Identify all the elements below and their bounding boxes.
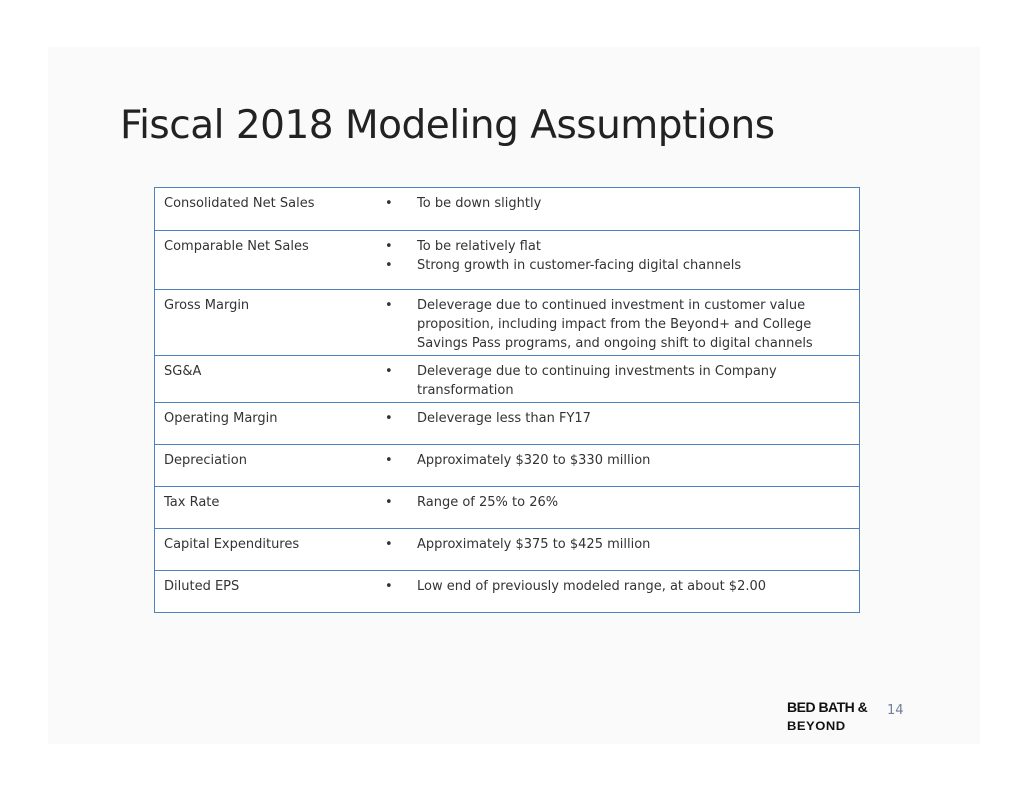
row-label: Diluted EPS: [164, 579, 240, 594]
bullet-item: [385, 535, 855, 554]
bullet-item: [385, 577, 855, 596]
bullet-item: [385, 256, 855, 275]
bullet-text: Approximately $320 to $330 million: [417, 453, 651, 468]
table-row: [155, 570, 859, 612]
bullet-glyph: •: [385, 537, 393, 552]
bullet-glyph: •: [385, 364, 393, 379]
table-row: [155, 528, 859, 570]
bullet-text: Range of 25% to 26%: [417, 495, 559, 510]
bullet-item: [385, 362, 855, 400]
bullet-text: Low end of previously modeled range, at about $2.00: [417, 579, 767, 594]
row-label: Consolidated Net Sales: [164, 196, 315, 211]
row-bullets: [385, 451, 855, 470]
bullet-glyph: •: [385, 495, 393, 510]
row-bullets: [385, 409, 855, 428]
bullet-glyph: •: [385, 411, 393, 426]
page-number: 14: [887, 703, 904, 718]
bullet-item: [385, 296, 855, 353]
bullet-text: Deleverage less than FY17: [417, 411, 591, 426]
row-bullets: [385, 535, 855, 554]
row-label: SG&A: [164, 364, 202, 379]
bullet-item: [385, 451, 855, 470]
row-bullets: [385, 237, 855, 275]
bullet-text: Deleverage due to continuing investments in Company transformation: [417, 364, 777, 398]
bullet-item: [385, 493, 855, 512]
bullet-text: Approximately $375 to $425 million: [417, 537, 651, 552]
row-bullets: [385, 296, 855, 353]
table-row: [155, 402, 859, 444]
row-label: Operating Margin: [164, 411, 278, 426]
table-row: [155, 486, 859, 528]
bullet-glyph: •: [385, 239, 393, 254]
row-label: Depreciation: [164, 453, 247, 468]
row-bullets: [385, 194, 855, 213]
table-row: [155, 230, 859, 289]
bullet-text: Deleverage due to continued investment in customer value proposition, including impact from the Beyond+ and College Savings Pass programs, and ongoing shift to digital channels: [417, 298, 813, 351]
company-logo: [787, 699, 877, 733]
bullet-item: [385, 194, 855, 213]
table-row: [155, 187, 859, 230]
row-label: Capital Expenditures: [164, 537, 300, 552]
bullet-item: [385, 237, 855, 256]
bullet-glyph: •: [385, 196, 393, 211]
row-bullets: [385, 493, 855, 512]
bullet-item: [385, 409, 855, 428]
bullet-glyph: •: [385, 298, 393, 313]
bullet-glyph: •: [385, 258, 393, 273]
bullet-glyph: •: [385, 453, 393, 468]
row-bullets: [385, 362, 855, 400]
row-bullets: [385, 577, 855, 596]
bullet-text: To be relatively flat: [417, 239, 541, 254]
table-row: [155, 444, 859, 486]
logo-line-1: BED BATH &: [787, 699, 868, 715]
table-row: [155, 355, 859, 402]
logo-line-2: BEYOND: [787, 718, 846, 733]
bullet-glyph: •: [385, 579, 393, 594]
row-label: Comparable Net Sales: [164, 239, 309, 254]
assumptions-table: [154, 187, 860, 613]
row-label: Tax Rate: [164, 495, 220, 510]
slide-title: Fiscal 2018 Modeling Assumptions: [120, 103, 775, 148]
row-label: Gross Margin: [164, 298, 250, 313]
bullet-text: Strong growth in customer-facing digital channels: [417, 258, 742, 273]
table-row: [155, 289, 859, 355]
bullet-text: To be down slightly: [417, 196, 542, 211]
